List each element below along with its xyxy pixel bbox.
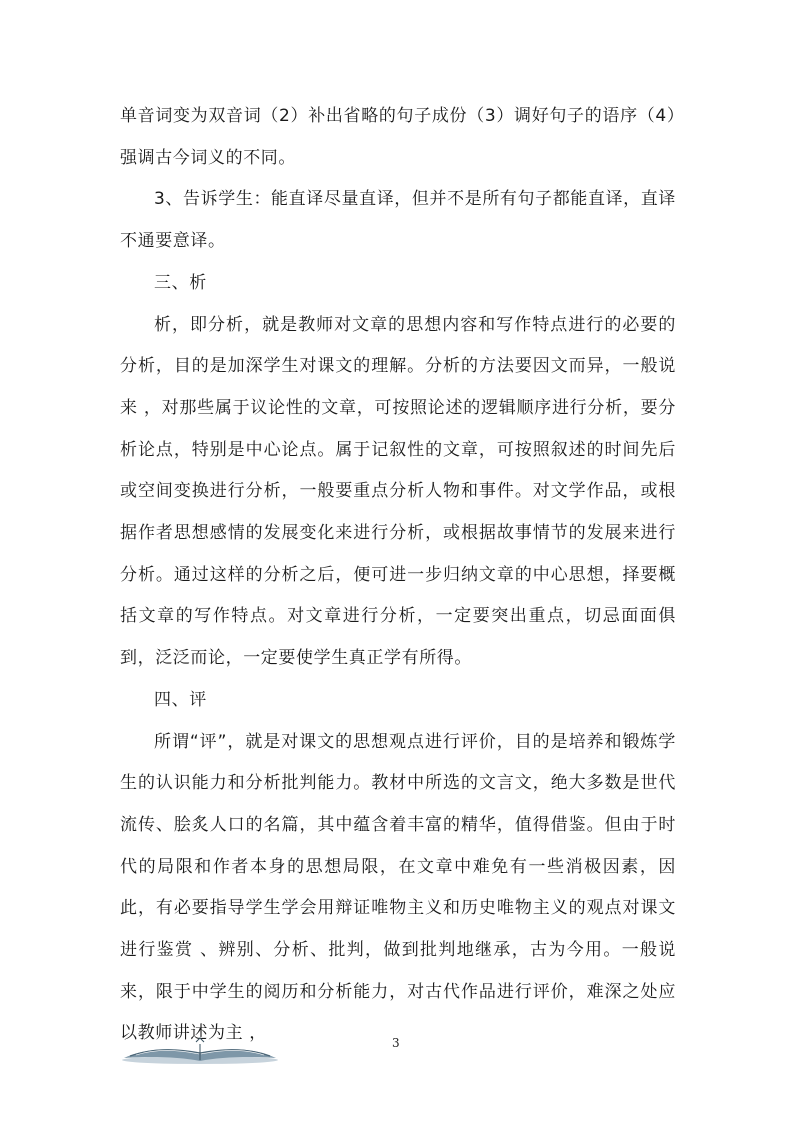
paragraph-evaluation: 所谓“评”，就是对课文的思想观点进行评价，目的是培养和锻炼学生的认识能力和分析批判能力。教材中所选的文言文，绝大多数是世代流传、脍炙人口的名篇，其中蕴含着丰富的精华，值得借鉴。但由于时代的局限和作者本身的思想局限，在文章中难免有一些消极因素，因此，有必要指导学生学会用辩证唯物主义和历史唯物主义的观点对课文进行鉴赏 、辨别、分析、批判，做到批判地继承，古为今用。一般说来，限于中学生的阅历和分析能力，对古代作品进行评价，难深之处应以教师讲述为主 ，: [120, 731, 676, 1044]
open-book-icon: [120, 1036, 280, 1066]
section-heading-evaluation: 四、评: [154, 689, 207, 710]
page-footer: [0, 1030, 794, 1070]
paragraph-tip-3: 3、告诉学生：能直译尽量直译，但并不是所有句子都能直译，直译不通要意译。: [120, 189, 676, 252]
page-number: 3: [392, 1036, 400, 1050]
section-heading-analysis: 三、析: [154, 272, 207, 293]
body-text: [120, 96, 676, 1055]
paragraph-continuation: 单音词变为双音词（2）补出省略的句子成份（3）调好句子的语序（4）强调古今词义的不同。: [120, 106, 676, 168]
paragraph-analysis: 析，即分析，就是教师对文章的思想内容和写作特点进行的必要的分析，目的是加深学生对课文的理解。分析的方法要因文而异，一般说来 ，对那些属于议论性的文章，可按照论述的逻辑顺序进行分析，要分析论点，特别是中心论点。属于记叙性的文章，可按照叙述的时间先后或空间变换进行分析，一般要重点分析人物和事件。对文学作品，或根据作者思想感情的发展变化来进行分析，或根据故事情节的发展来进行分析。通过这样的分析之后，便可进一步归纳文章的中心思想，择要概括文章的写作特点。对文章进行分析，一定要突出重点，切忌面面俱到，泛泛而论，一定要使学生真正学有所得。: [120, 314, 676, 669]
